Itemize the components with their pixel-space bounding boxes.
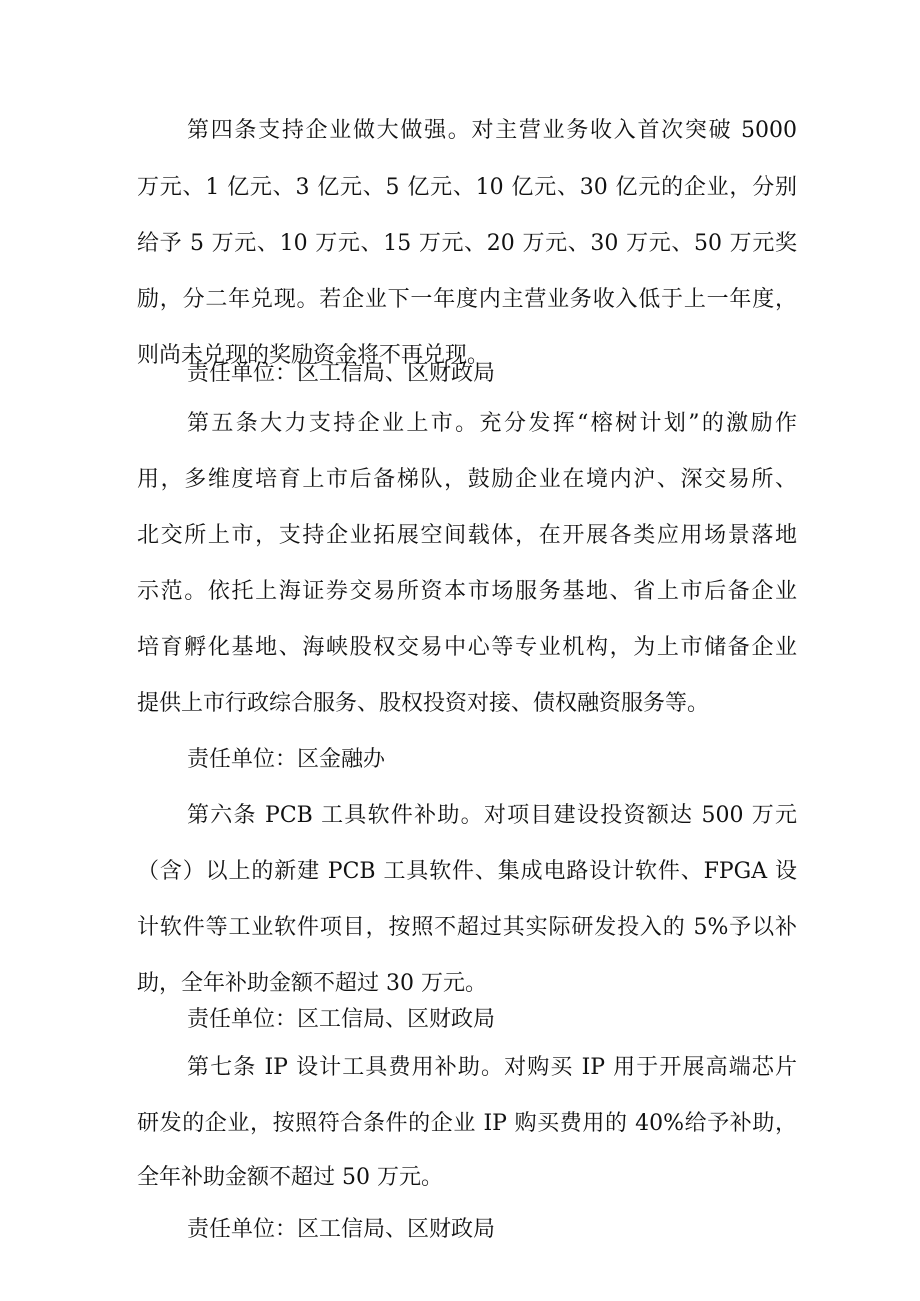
article5-line-6: 提供上市行政综合服务、股权投资对接、债权融资服务等。 bbox=[137, 691, 710, 716]
article5-line-1: 第五条大力支持企业上市。充分发挥“榕树计划”的激励作 bbox=[187, 411, 797, 436]
article4-responsible: 责任单位：区工信局、区财政局 bbox=[187, 361, 496, 386]
article6-responsible: 责任单位：区工信局、区财政局 bbox=[187, 1007, 496, 1032]
article6-line-3: 计软件等工业软件项目，按照不超过其实际研发投入的 5%予以补 bbox=[137, 915, 797, 940]
article6-line-2: （含）以上的新建 PCB 工具软件、集成电路设计软件、FPGA 设 bbox=[137, 859, 797, 884]
article4-line-5: 则尚未兑现的奖励资金将不再兑现。 bbox=[137, 343, 490, 368]
article6-line-1: 第六条 PCB 工具软件补助。对项目建设投资额达 500 万元 bbox=[187, 803, 797, 828]
article4-line-1: 第四条支持企业做大做强。对主营业务收入首次突破 5000 bbox=[187, 118, 797, 143]
article5-line-4: 示范。依托上海证券交易所资本市场服务基地、省上市后备企业 bbox=[137, 579, 797, 604]
article6-line-4: 助，全年补助金额不超过 30 万元。 bbox=[137, 971, 487, 996]
article7-line-3: 全年补助金额不超过 50 万元。 bbox=[137, 1165, 443, 1190]
article7-line-2: 研发的企业，按照符合条件的企业 IP 购买费用的 40%给予补助， bbox=[137, 1111, 797, 1136]
article7-line-1: 第七条 IP 设计工具费用补助。对购买 IP 用于开展高端芯片 bbox=[187, 1055, 797, 1080]
article5-line-3: 北交所上市，支持企业拓展空间载体，在开展各类应用场景落地 bbox=[137, 523, 797, 548]
article4-line-3: 给予 5 万元、10 万元、15 万元、20 万元、30 万元、50 万元奖 bbox=[137, 231, 797, 256]
article5-line-5: 培育孵化基地、海峡股权交易中心等专业机构，为上市储备企业 bbox=[137, 635, 797, 660]
article7-responsible: 责任单位：区工信局、区财政局 bbox=[187, 1217, 496, 1242]
article4-line-2: 万元、1 亿元、3 亿元、5 亿元、10 亿元、30 亿元的企业，分别 bbox=[137, 175, 797, 200]
article5-line-2: 用，多维度培育上市后备梯队，鼓励企业在境内沪、深交易所、 bbox=[137, 467, 797, 492]
article5-responsible: 责任单位：区金融办 bbox=[187, 747, 386, 772]
article4-line-4: 励，分二年兑现。若企业下一年度内主营业务收入低于上一年度， bbox=[137, 287, 797, 312]
